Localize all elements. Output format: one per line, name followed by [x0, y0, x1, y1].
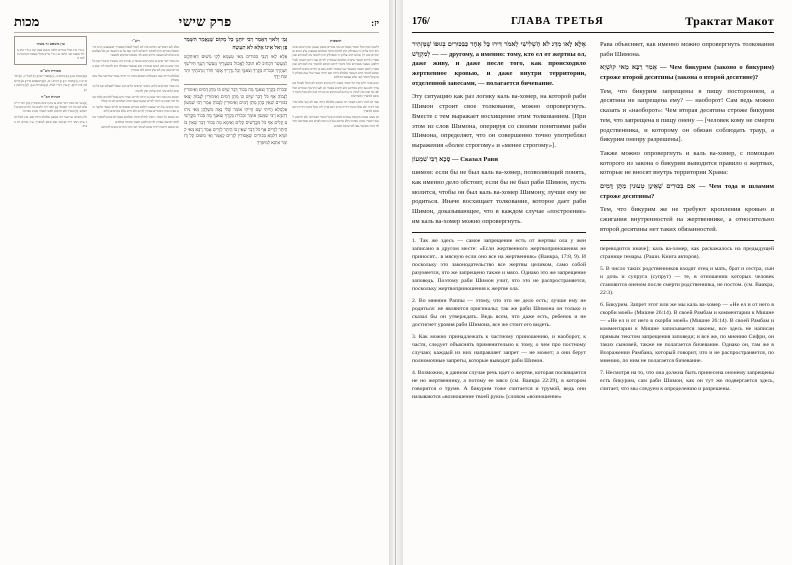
rashi-text-2: מה בכור דבר שיש בו מתן דמים ואימורין. שזורק דמו ומקטיר אימוריו אף כל דבר שיש בו מתן דמים ואימורין הוא שנאסר באכילה חוץ לחומה לזר יצאו בכורים שאין בהן לא מתן דמים ולא אימורין	[92, 59, 179, 73]
body-paragraph: Тем, что бикурим запрещены в пищу постороннем, а десятина не запрещена ему? — наоборот! Сам ведь можно сказать и «наоборот»: Чем вторая десятина строже бикурим тем, что запрещена в пищу онену — [человек кому не смерти родственника, и которому он обязан соблюдать траур, а бикурим оненру разрешены].	[600, 87, 774, 144]
hebrew-columns	[14, 36, 379, 546]
hagahot-habach-title: הגהות הב"ח	[41, 93, 61, 99]
tosafot-text-4: וכן מצינו בכמה מקומות בגמרא דפרכינן אקל וחומר דאמוראי ולא חיישינן למאי דאמרי אינהו גופייהו דלא פריכא ועל כן נראה לפרש כמו שפירשנו תחילה דהכי מסתבר טפי לפי שיטת הסוגיא	[292, 115, 379, 128]
margin-extra-text: גליון הש"ס: גמ' אמר רבי שמעון אלמלא הייתי שם. עיין לעיל דף יז ע"א תוס' ד"ה ואימא: שם איכא למיפרך. עיין זבחים דף נו ע"ב:	[13, 115, 88, 129]
tosafot-text-3: ועוד יש לומר דהא דקאמר רבי שמעון אלמלא הייתי שם לא קאי אלא אדרשה דידיה ולא אקל וחומר דידיה ומיהו רבא פריך ליה אקל וחומר דידיה דהא איכא למיפרך	[292, 100, 379, 114]
rashi-text: אלא לאו דבכורים. דכתיב בהו לא תוכל לאכול בשעריך ואשמעינן קרא דזר האוכל בכורים חוץ לחומת ירושלים לוקה ואף על גב דהשמר פן ואל בעלמא אינו אלא לא תעשה גרידא הכא לקי משום דאיתקש למעשר	[92, 44, 179, 58]
footnote: переводится иначе]; каль ва-хомер, как раскажалось на предыдущей странице гемары. (Раши. Книга авторов).	[600, 246, 774, 261]
hebrew-page-header	[14, 14, 379, 33]
russian-page	[396, 0, 792, 565]
body-paragraph: Эту ситуацию как раз логику каль ва-хомер, на которой раби Шимон строит свое толкование, можно опровергнуть. Вместе с тем выражает восхищение этим толкованием. [При этом из слов Шимона, оперируя со своими понятиями раби Шимона, определяет, что он совершенно точно употреблял выражения «более строгому» и «менее строгому»].	[412, 93, 586, 149]
footnote: 6. Бикурим. Запрет этот или же мы каль ва-хомер — «Не ел и от него в скорби моей» (Мишне 26:14). В своей Рамбам и комментарии к Мишне — «Не ел и от него в скорби моей» (Мишне 26:14). В своей Рамбам и комментарии к Мишне записывается законы, все здесь не написан прямым текстом запрещения заповеди; и все же, по мнению Сифри, он таких сыновей, также не полагается бичевание. Однако он, там же в Возражении Рамбана, который говорит, что и не распространяется, по мнению, по ним не полагается бичевание.	[600, 302, 774, 365]
footnote: 7. Несмотря на то, что она должна быть принесена ононему запрещены есть бикурим, сам раби Шимон, как он тут же подвергается здесь, считает, что мы следуем к определению и разрешены.	[600, 370, 774, 393]
chapter-title: ГЛАВА ТРЕТЬЯ	[511, 16, 604, 27]
body-paragraph: אֶלָּא לָאו מִדֵּגּ לֹא הַשְׁלִישִׁי לֵאמֹר דִּירוּ כָּל אֶחָד כַּבִּכּוּרִים בְּגוּפוֹ שֶׁמַּזְהִיר — לְמִקְדָּשׁ — другому, а именно: тому, кто ел от жертвы ол, даже живу, и даже после того, как происходило жертвенное кровью, и даже внутри территории, отделенной завесами, — полагается бичевание.	[412, 41, 586, 87]
rashi-text-6: מאי קושיא. על רבי שמעון דילמא בכורים שאסורים לזרים קאמר כלומר הוא גופיה מודה דבכורים אסורין לזרים ולא דרש אלא מקדשים קלים	[92, 104, 179, 114]
body-paragraph: шимон: если бы не был каль ва-хомер, позволяющий понять, как именно дело обстоит, если бы не был раби Шимон, пусть молится, чтобы он был каль ва-хомер Шимону, лучше ему не родиться. Иначе восхищает толкование, которое дает раби Шимон, доказывающее, что в каждом случае «построение» им каль ва-хомер можно опровергнуть.	[412, 169, 586, 225]
russian-column-right	[600, 40, 774, 406]
rashi-title: רש"י	[131, 38, 140, 43]
russian-columns	[412, 40, 774, 406]
hebrew-daf-marker: יז:	[371, 18, 379, 28]
footnote: 1. Так же здесь — самое запрещение есть от жертвы ола у жен записано в другом месте: «Если жертвенного жертвоприношения не приносит... в мясную если оно все на жертвенник» (Ваикра, 17:8, 9). И поскольку это законодательство все жертвы целиком, само собой разумеется, что же запрещено также и мясо. Однако это же запрещение заповедь. Поэтому раби Шимон учит, что это не распространяется, поскольку жертвоприношения к жертве ола.	[412, 238, 586, 293]
rashi-text-8: ואי משום דרשה דידיה איכא למימר הכי והכי והדרא קושיא לדוכתא	[101, 125, 179, 130]
hebrew-column-gemara	[184, 36, 288, 546]
tosafot-title: תוספות	[330, 38, 342, 43]
page-number: 176/	[412, 16, 430, 27]
body-paragraph: Также можно опровергнуть и каль ва-хомер, с помощью которого из закона о бикурим выводится правило о жертвах, которые не вносят внутрь территории Храма:	[600, 149, 774, 177]
hebrew-column-tosafot	[292, 36, 379, 546]
footnote: 4. Возможно, в данном случае речь идет о жертве, которая посвящается не но жертвеннику, а потому ее мясо (см. Ваикра 22:29), в котором говорится о труме. А бикурим тоже считается и трумой, ведь они называются «возношение твоей руки» [словом «возношение»	[412, 370, 586, 401]
russian-page-header	[412, 14, 774, 33]
tosafot-text: דלמא דאתי בקל וחומר מבכורים ומה בכורים שאינן טעונין מתן דמים ואימורים חייב עליהן זר באכילתן חוץ לחומה תודה ושלמים שטעונין מתן דמים ואימורים אינו דין שיהא חייב עליהן זר באכילתן חוץ לחומה מה לבכורים שכן אסורין לזרים תאמר בתודה ושלמים שמותרין לזרים ועוד דהא דאמרן לעיל דילפינן מעשר מבכורים בקל וחומר ליתא דאיכא למיפרך מה לבכורים שכן אסורין לאונן תאמר במעשר שני שמותר לאונן ואם כן הדרא קושיא לדוכתא ואיכא למימר דהא דקאמר אלמלא הייתי שם הייתי אומר שלי נאה משלהן לאו אקל וחומר קאי אלא אגופא דמילתא	[292, 44, 379, 80]
footnote: 2. Во мнении Раппы — этому, что это не дело есть; лучше ему не родиться: не являются оригиналы; так же раби Шимона он только и сказал бы он утверждать. Ведь всем, что даже есть, ребенок и не достигнет уровня раби Шимона, все же стоит его видеть.	[412, 298, 586, 329]
ein-mishpat-text: א מיי' פ"ג מהל' בכורים הלכה א סמג עשין קמ: ב מיי' פ"ב מהל' מעשר שני הלכה א: ג מיי' פי"א מהל' מעשה הקרבנות הלכה ד:	[16, 47, 85, 60]
hebrew-column-margin-notes	[14, 36, 87, 546]
gemara-lead-text: גְּמָ׳ וְלֹאוֵי דְּאָמַר רַבִּי יוֹחָנָן כָּל מָקוֹם שֶׁנֶּאֱמַר הִשָּׁמֶר פֶּן וְאַל אֵינוֹ אֶלָּא לֹא תַעֲשֶׂה	[183, 37, 288, 52]
gemara-body-text: אֶלָּא לָאו דְּגַבֵּי בִּכּוּרִים מַאי טַעְמָא לָקֵי מִשּׁוּם דְּאִיתְּקַשׁ לְמַעֲשֵׂר דִּכְתִיב לֹא תוּכַל לֶאֱכוֹל בִּשְׁעָרֶיךָ מַעְשַׂר דְּגָנְךָ תִּירֹשְׁךָ וְיִצְהָרֶךָ וּבְכֹרֹת בְּקָרְךָ וְצֹאנֶךָ וְכָל נְדָרֶיךָ אֲשֶׁר תִּדֹּר וְנִדְבֹתֶיךָ וּתְרוּמַת יָדֶךָ	[183, 54, 288, 80]
gemara-body-text-2: וּבְכֹרֹת בְּקָרְךָ וְצֹאנֶךָ מַה בְּכוֹר דָּבָר שֶׁיֵּשׁ בּוֹ מַתַּן דָּמִים וְאֵימוּרִין לַגָּבוֹהַּ אַף כֹּל דָּבָר שֶׁיֵּשׁ בּוֹ מַתַּן דָּמִים וְאֵימוּרִין לַגָּבוֹהַּ יָצְאוּ בִּכּוּרִים שֶׁאֵין בָּהֶן מַתַּן דָּמִים וְאֵימוּרִין לַגָּבוֹהַּ אָמַר רַבִּי שִׁמְעוֹן אִלְמָלֵא הָיִיתִי שָׁם הָיִיתִי אוֹמֵר שֶׁלִּי נָאֶה מִשֶּׁלָּהֶן מַאי נִיהוּ דְּתַנְיָא רַבִּי שִׁמְעוֹן אוֹמֵר וּבְכֹרֹת בְּקָרְךָ וְצֹאנֶךָ מָה בְּכוֹר מִקֳּדָשִׁים קַלִּים אַף כֹּל מִקֳּדָשִׁים קַלִּים וְאֵימָא מָה בְּכוֹר דָּבָר שֶׁאֵין בּוֹ הֶיתֵּר לְזָרִים אַף כֹּל דָּבָר שֶׁאֵין בּוֹ הֶיתֵּר לְזָרִים אָמַר רָבָא מַאי קוּשְׁיָא דִּלְמָא בִּכּוּרִים שֶׁאֲסוּרִין לְזָרִים קָאָמַר וְאִי מִשּׁוּם קַל וָחוֹמֶר אִיכָּא לְמִיפְרַךְ	[183, 86, 288, 146]
body-paragraph: אִם בִּכּוּרִים שֶׁאֵינָן טְעוּנִין מַתָּן דָּמִים — Чем тода и шламим строже десятины?	[600, 182, 774, 200]
body-paragraph: אָמַר רַבָּא מַאי קוּשְׁיָא — Чем бикурим (законо о бикурим) строже второй десятины (закона о второй десятине)?	[600, 64, 774, 82]
hebrew-tractate-title: מכות	[14, 14, 40, 29]
footnote: 5. В число таких родственников входят отец и мать, брат и сестра, сын и дочь и супруга (супруг) — те, в отношении которых человек становится оненом после смерти родственника, не постом. (см. Ваикра, 22:3).	[600, 266, 774, 297]
tractate-title: Трактат Макот	[685, 14, 774, 28]
body-paragraph: סָכָא רַבִּי שִׁמְעוֹן — Сказал Рави	[412, 155, 499, 163]
hebrew-chapter-title: פרק שישי	[178, 14, 232, 29]
russian-column-left	[412, 40, 586, 406]
hebrew-column-rashi	[92, 36, 179, 546]
ein-mishpat-box	[14, 36, 87, 65]
ein-mishpat-title: עין משפט נר מצוה	[36, 41, 65, 46]
masoret-hashas-text: א) [יבמות עג:], ב) זבחים נו., ג) [ספרי ראה], ד) לעיל יז., ה) דברים יב יז, ו) [מכות יז:], ז) ויקרא ו כג, ח) [תוספתא פ"ד], ט) [ירושלמי פ"ג ה"ב], י) עיין רש"י לעיל, כ) [בכורות נג.], ל) [קידושין נד:]	[13, 74, 88, 92]
rashi-text-5: ואימא מה בכור דבר שאין בו היתר לזרים. שהרי הוא נאכל לכהנים בלבד אף כל דבר שאין בו היתר לזרים ונמצא שאף תודה ושלמים לא יהו בכלל	[92, 94, 179, 103]
rashi-text-7: ואי משום קל וחומר. דאתי למילף תודה ושלמים מבכורים איכא למיפרך מה לבכורים שכן אסורין לזרים ולאונן תאמר בתודה ושלמים	[92, 115, 179, 124]
masoret-hashas-title: מסורת הש"ס	[40, 67, 62, 73]
body-paragraph: Тем, что бикурим же не требуют кропления кровью и сжигания внутренностей на жертвеннике, а относительно второй десятины нет таких обязанностей.	[600, 206, 774, 233]
rashi-text-4: מה בכור מקדשים קלים. דבכור קדשים קלים הוא ונאכל לבעלים אף כל קדשים קלים שזר חייב עליהן חוץ לחומה	[92, 84, 179, 93]
body-paragraph: Рава объясняет, как именно можно опровергнуть толкования раби Шимона.	[600, 41, 774, 58]
footnote: 3. Как можно принадлежать к частному приношению, и наоборот, к части, следует объяснять применительно к тому, о чем про постному случаю; каждый из них направляет запрет — не может; а они берут полномочные запреты, которые выводит раби Шимон.	[412, 334, 586, 365]
footnotes-divider	[412, 232, 586, 233]
tosafot-text-2: ורבנן סברי דלא אתי קל וחומר ומפקי ליה מקרא דכתיב לא תוכל לאכול בשעריך ולא בעי קרא אחרינא והא דתניא בספרי וכן לענין תרומה ובכורים הכל לפי מה שהן ואין למדין זה מזה אלא בהיקש או בגזירה שוה ולא בקל וחומר דאיכא למיפרך כדפרישית	[292, 81, 379, 99]
gemara-divider	[184, 84, 288, 85]
footnotes-divider	[600, 240, 774, 241]
hagahot-habach-text: (א) גמ' מה בכור דבר שיש בו מתן דמים ואימורין: (ב) רש"י ד"ה אלא לאו וכו' דזר האוכל: (ג) תוס' ד"ה דלמא וכו' הדרא קושיא לדוכתא: (ד) בא"ד ולא חיישינן למאי דאמרי אינהו גופייהו:	[13, 100, 88, 114]
rashi-text-3: אלמלא הייתי שם. כשנחלקו חכמים בדבר זה הייתי אומר שדרשה שלי נאה משלהן	[92, 74, 179, 83]
